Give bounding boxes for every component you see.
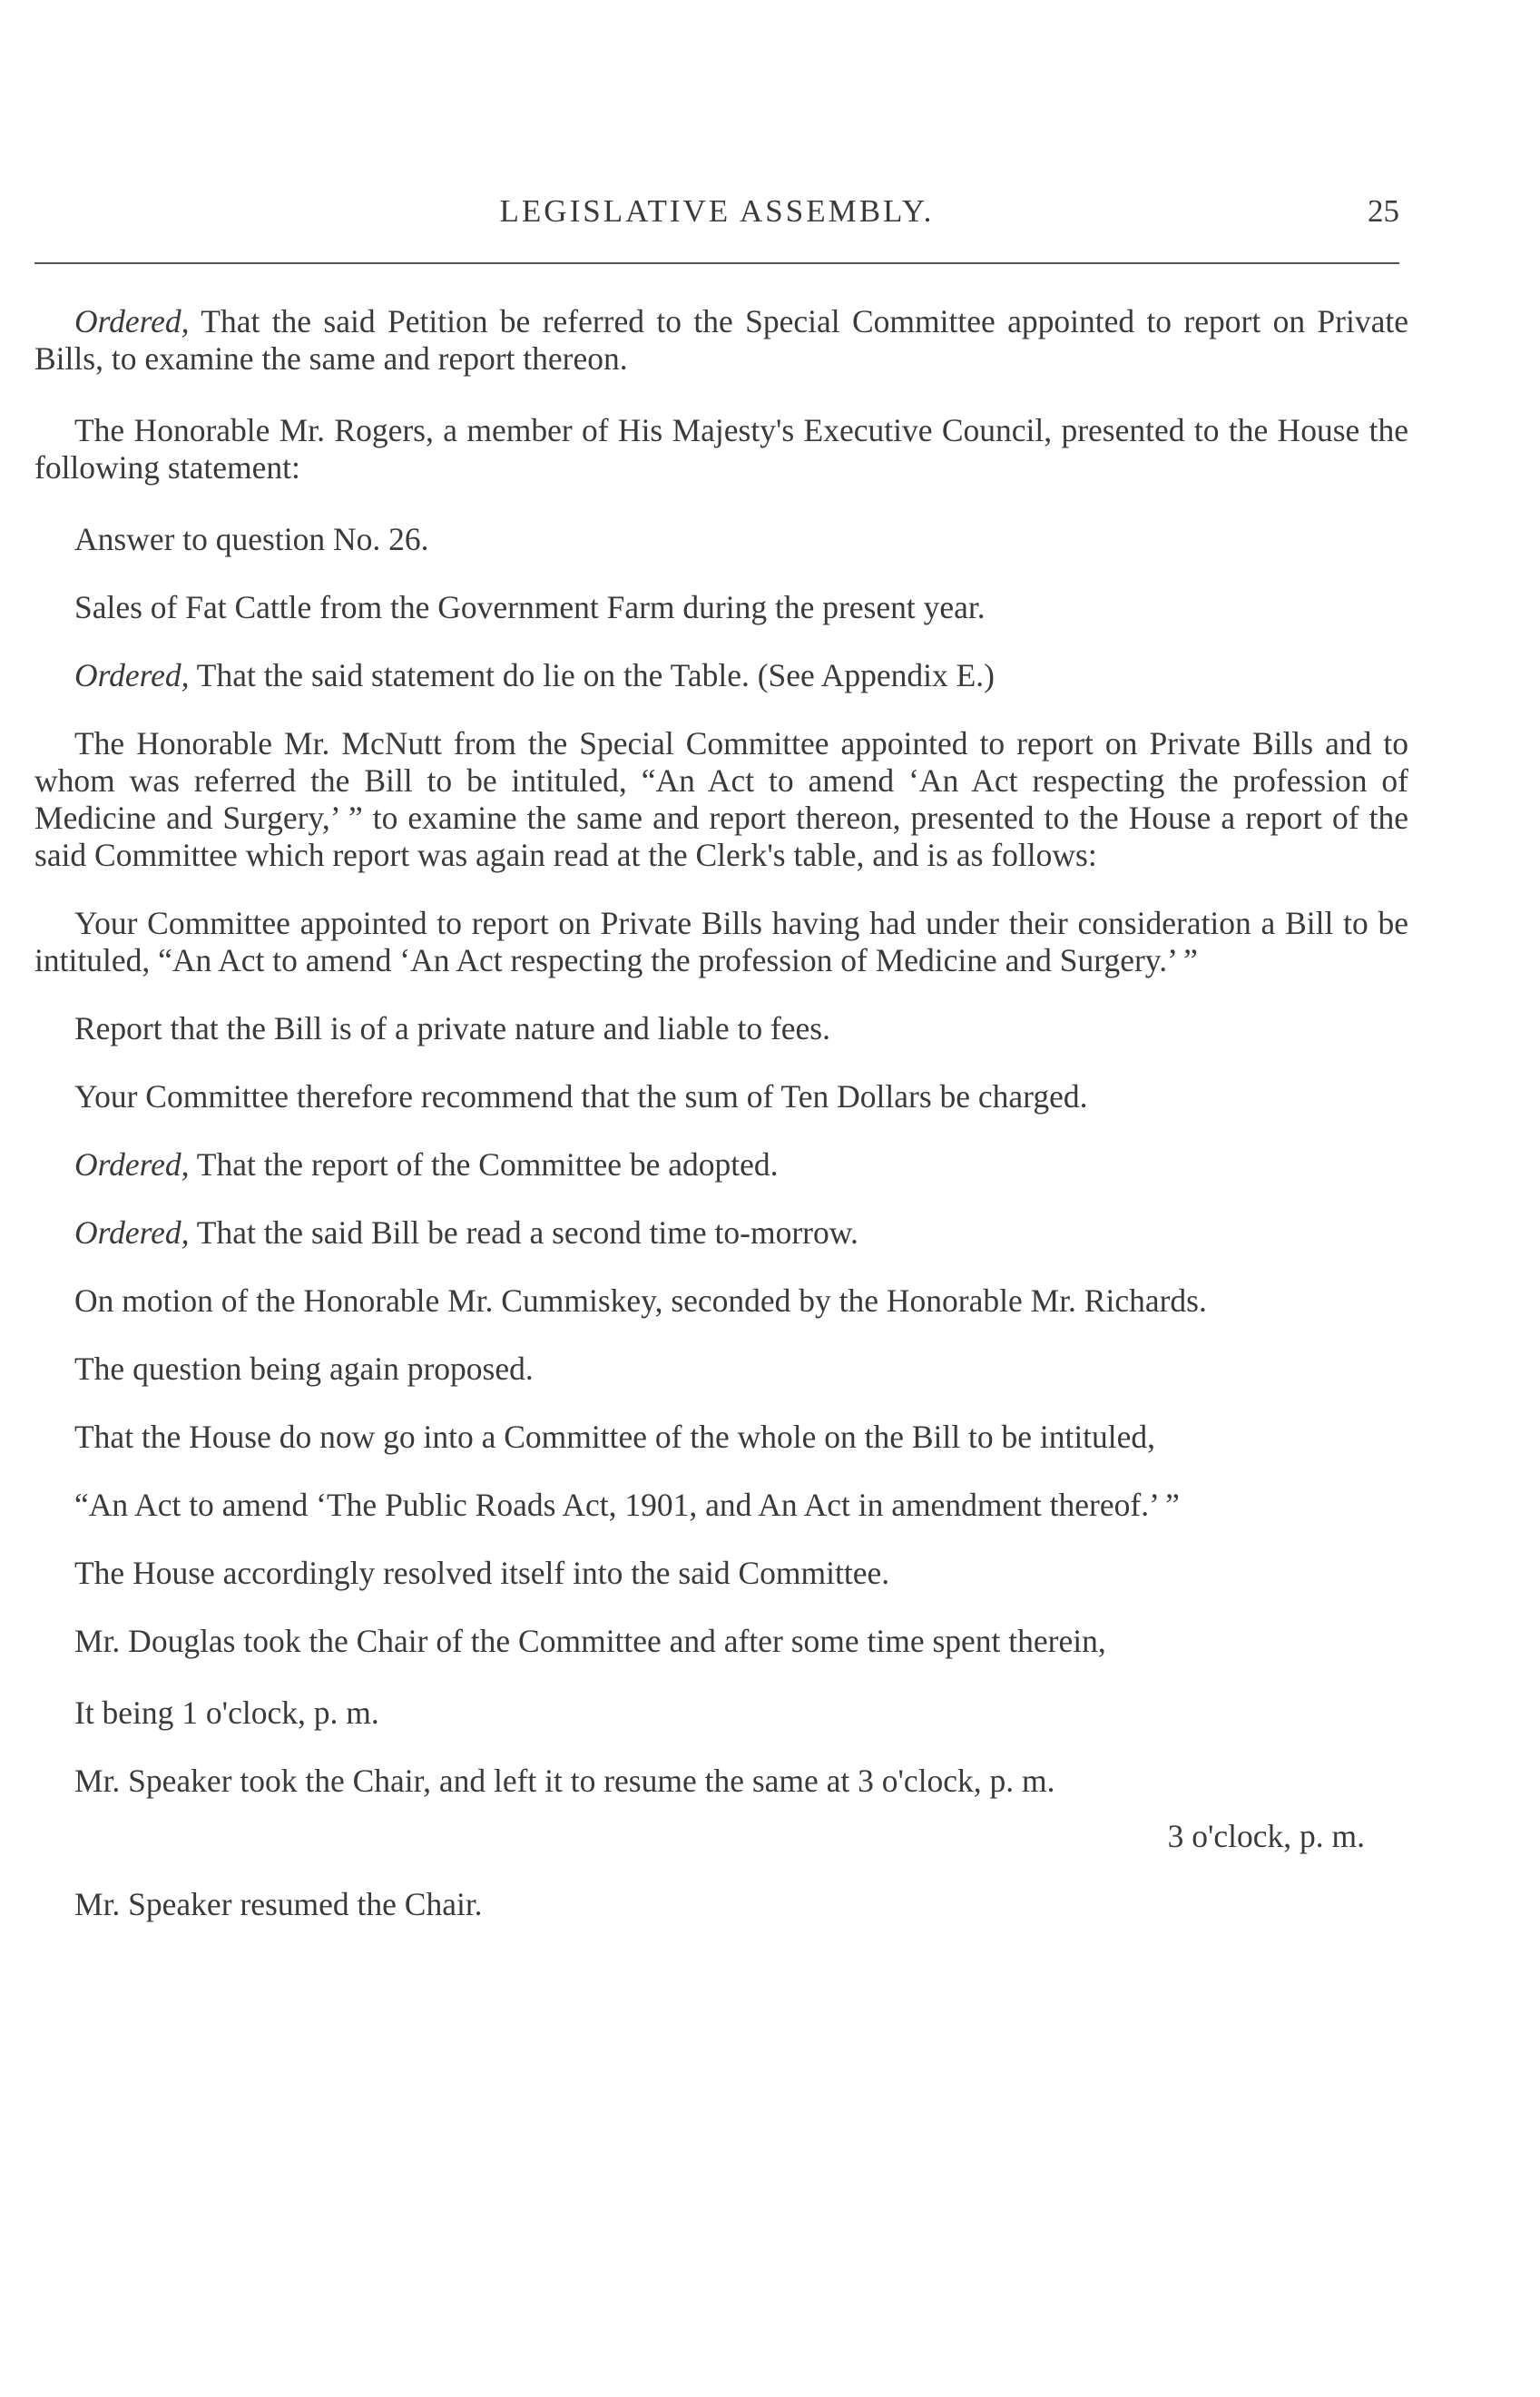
paragraph-question-proposed — [34, 1351, 1408, 1388]
paragraph-lead: Ordered, — [74, 303, 190, 339]
paragraph-committee-consideration — [34, 905, 1408, 979]
paragraph-text: “An Act to amend ‘The Public Roads Act, 1901, and An Act in amendment thereof.’ ” — [74, 1487, 1180, 1523]
paragraph-text: Sales of Fat Cattle from the Government Farm during the present year. — [74, 589, 986, 625]
paragraph-three-oclock — [34, 1818, 1408, 1855]
paragraph-text: That the House do now go into a Committee of the whole on the Bill to be intituled, — [74, 1419, 1156, 1455]
paragraph-private-nature — [34, 1010, 1408, 1047]
paragraph-ordered-second-reading — [34, 1214, 1408, 1252]
paragraph-lead: Ordered, — [74, 1214, 190, 1251]
paragraph-roads-act — [34, 1487, 1408, 1524]
paragraph-text: That the said statement do lie on the Table. (See Appendix E.) — [189, 657, 995, 693]
paragraph-text: Answer to question No. 26. — [74, 521, 429, 557]
paragraph-ordered-adopted — [34, 1146, 1408, 1184]
paragraph-text: The House accordingly resolved itself into the said Committee. — [74, 1555, 890, 1591]
paragraph-speaker-resumed — [34, 1886, 1408, 1923]
paragraph-sales-cattle — [34, 589, 1408, 626]
paragraph-one-oclock — [34, 1695, 1408, 1732]
paragraph-text: Mr. Speaker took the Chair, and left it to resume the same at 3 o'clock, p. m. — [74, 1763, 1055, 1799]
paragraph-ordered-petition — [34, 303, 1408, 378]
page-number: 25 — [1368, 193, 1399, 229]
paragraph-text: Mr. Douglas took the Chair of the Committee and after some time spent therein, — [74, 1623, 1106, 1659]
paragraph-text: That the said Petition be referred to the Special Committee appointed to report on Private Bills, to examine the same and report thereon. — [34, 303, 1408, 377]
running-head: LEGISLATIVE ASSEMBLY. — [499, 193, 935, 229]
paragraph-text: The question being again proposed. — [74, 1351, 534, 1387]
page-header — [34, 193, 1399, 248]
paragraph-speaker-left — [34, 1763, 1408, 1800]
paragraph-mcnutt-report — [34, 725, 1408, 874]
paragraph-motion-cummiskey — [34, 1282, 1408, 1320]
paragraph-lead: Ordered, — [74, 657, 190, 693]
paragraph-lead: Ordered, — [74, 1146, 190, 1183]
paragraph-text: 3 o'clock, p. m. — [1167, 1818, 1365, 1854]
paragraph-fee-recommendation — [34, 1078, 1408, 1115]
paragraph-text: That the said Bill be read a second time to-morrow. — [189, 1214, 858, 1251]
paragraph-text: That the report of the Committee be adopted. — [189, 1146, 779, 1183]
header-rule — [34, 262, 1399, 264]
paragraph-text: Mr. Speaker resumed the Chair. — [74, 1886, 483, 1922]
paragraph-douglas-chair — [34, 1623, 1408, 1660]
paragraph-text: On motion of the Honorable Mr. Cummiskey, seconded by the Honorable Mr. Richards. — [74, 1282, 1207, 1319]
paragraph-ordered-table — [34, 657, 1408, 694]
paragraph-text: Your Committee therefore recommend that the sum of Ten Dollars be charged. — [74, 1078, 1088, 1115]
paragraph-text: The Honorable Mr. McNutt from the Special Committee appointed to report on Private Bills and to whom was referred the Bill to be intituled, “An Act to amend ‘An Act respecting the profession of Medicine and Surgery,’ ” to examine the same and report thereon, presented to the House a report of the said Committee which report was again read at the Clerk's table, and is as follows: — [34, 725, 1408, 873]
paragraph-rogers-statement — [34, 412, 1408, 486]
paragraph-house-resolved — [34, 1555, 1408, 1592]
journal-body — [34, 303, 1408, 1923]
paragraph-committee-whole — [34, 1419, 1408, 1456]
paragraph-answer-question — [34, 521, 1408, 558]
paragraph-text: Report that the Bill is of a private nature and liable to fees. — [74, 1010, 831, 1046]
paragraph-text: Your Committee appointed to report on Private Bills having had under their consideration a Bill to be intituled, “An Act to amend ‘An Act respecting the profession of Medicine and Surgery.’ ” — [34, 905, 1408, 978]
paragraph-text: It being 1 o'clock, p. m. — [74, 1695, 379, 1731]
paragraph-text: The Honorable Mr. Rogers, a member of His Majesty's Executive Council, presented to the House the following statement: — [34, 412, 1408, 486]
